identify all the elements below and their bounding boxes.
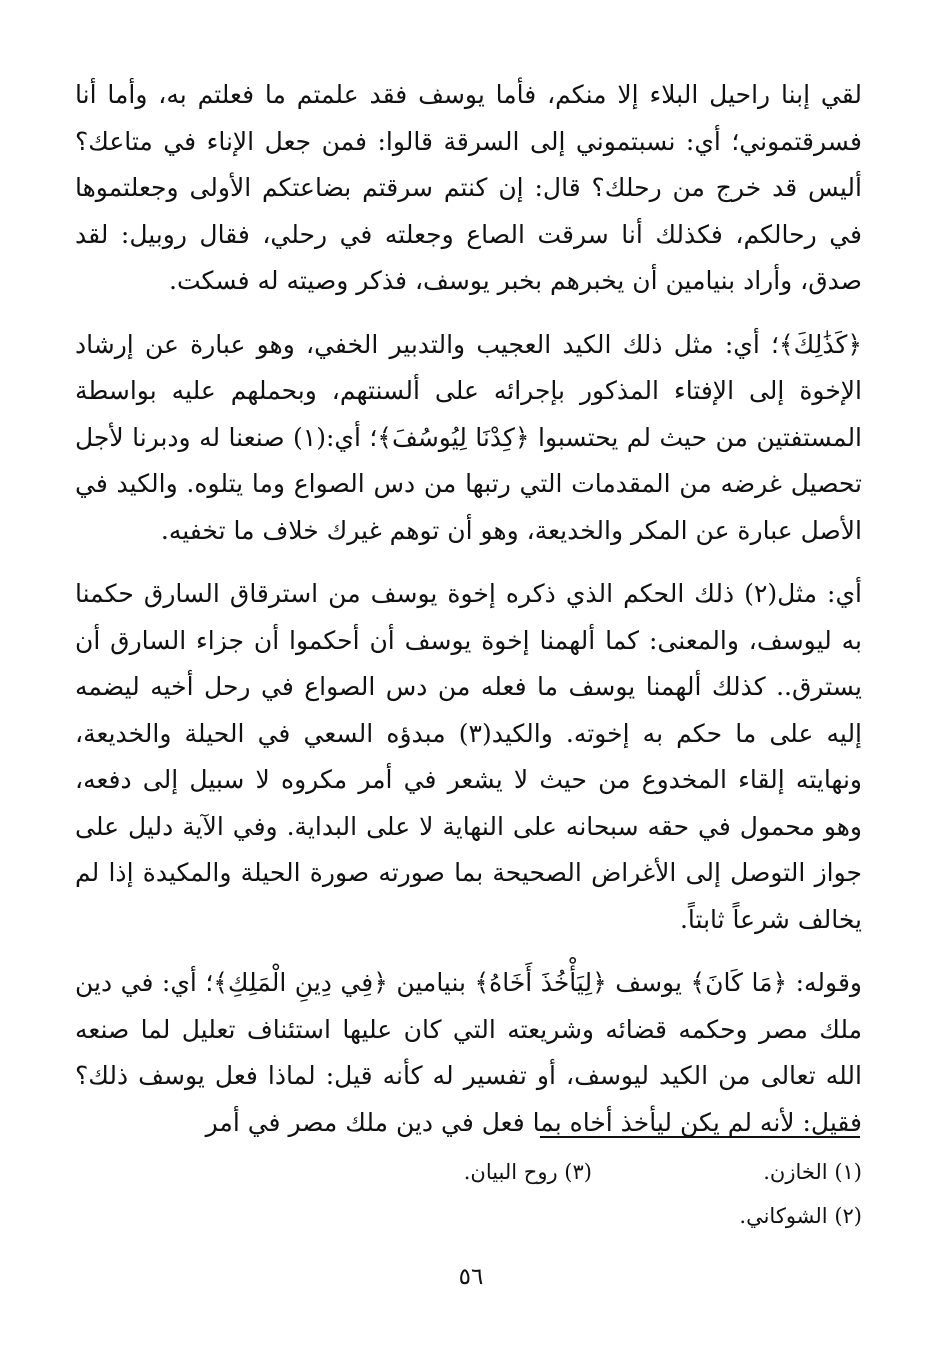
footnotes bbox=[180, 1150, 862, 1238]
page-body bbox=[75, 72, 862, 1146]
footnote-row bbox=[180, 1194, 862, 1238]
paragraph-3: أي: مثل(٢) ذلك الحكم الذي ذكره إخوة يوسف من استرقاق السارق حكمنا به ليوسف، والمعنى: كما ألهمنا إخوة يوسف أن أحكموا أن جزاء السارق أن يسترق.. كذلك ألهمنا يوسف ما فعله من دس الصواع في رحل أخيه ليضمه إليه على ما حكم به إخوته. والكيد(٣) مبدؤه السعي في الحيلة والخديعة، ونهايته إلقاء المخدوع من حيث لا يشعر في أمر مكروه لا سبيل إلى دفعه، وهو محمول في حقه سبحانه على النهاية لا على البداية. وفي الآية دليل على جواز التوصل إلى الأغراض الصحيحة بما صورته صورة الحيلة والمكيدة إذا لم يخالف شرعاً ثابتاً. bbox=[75, 579, 863, 934]
footnote-separator bbox=[540, 1136, 860, 1138]
page-number: ٥٦ bbox=[458, 1264, 484, 1290]
paragraph-1: لقي إبنا راحيل البلاء إلا منكم، فأما يوسف فقد علمتم ما فعلتم به، وأما أنا فسرقتموني؛ أي: نسبتموني إلى السرقة قالوا: فمن جعل الإناء في متاعك؟ أليس قد خرج من رحلك؟ قال: إن كنتم سرقتم بضاعتكم الأولى وجعلتموها في رحالكم، فكذلك أنا سرقت الصاع وجعلته في رحلي، فقال روبيل: لقد صدق، وأراد بنيامين أن يخبرهم بخبر يوسف، فذكر وصيته له فسكت. bbox=[75, 80, 862, 295]
footnote-2: (٢) الشوكاني. bbox=[739, 1204, 862, 1228]
footnote-3: (٣) روح البيان. bbox=[463, 1160, 592, 1184]
footnote-1: (١) الخازن. bbox=[763, 1160, 862, 1184]
paragraph-2: ﴿كَذَٰلِكَ﴾؛ أي: مثل ذلك الكيد العجيب والتدبير الخفي، وهو عبارة عن إرشاد الإخوة إلى الإفتاء المذكور بإجرائه على ألسنتهم، وبحملهم عليه بواسطة المستفتين من حيث لم يحتسبوا ﴿كِدْنَا لِيُوسُفَ﴾؛ أي:(١) صنعنا له ودبرنا لأجل تحصيل غرضه من المقدمات التي رتبها من دس الصواع وما يتلوه. والكيد في الأصل عبارة عن المكر والخديعة، وهو أن توهم غيرك خلاف ما تخفيه. bbox=[75, 329, 863, 545]
paragraph-4: وقوله: ﴿مَا كَانَ﴾ يوسف ﴿لِيَأْخُذَ أَخَاهُ﴾ بنيامين ﴿فِي دِينِ الْمَلِكِ﴾؛ أي: في دين ملك مصر وحكمه قضائه وشريعته التي كان عليها استئناف تعليل لما صنعه الله تعالى من الكيد ليوسف، أو تفسير له كأنه قيل: لماذا فعل يوسف ذلك؟ فقيل: لأنه لم يكن ليأخذ أخاه بما فعل في دين ملك مصر في أمر bbox=[75, 968, 862, 1137]
footnote-row bbox=[180, 1150, 862, 1194]
